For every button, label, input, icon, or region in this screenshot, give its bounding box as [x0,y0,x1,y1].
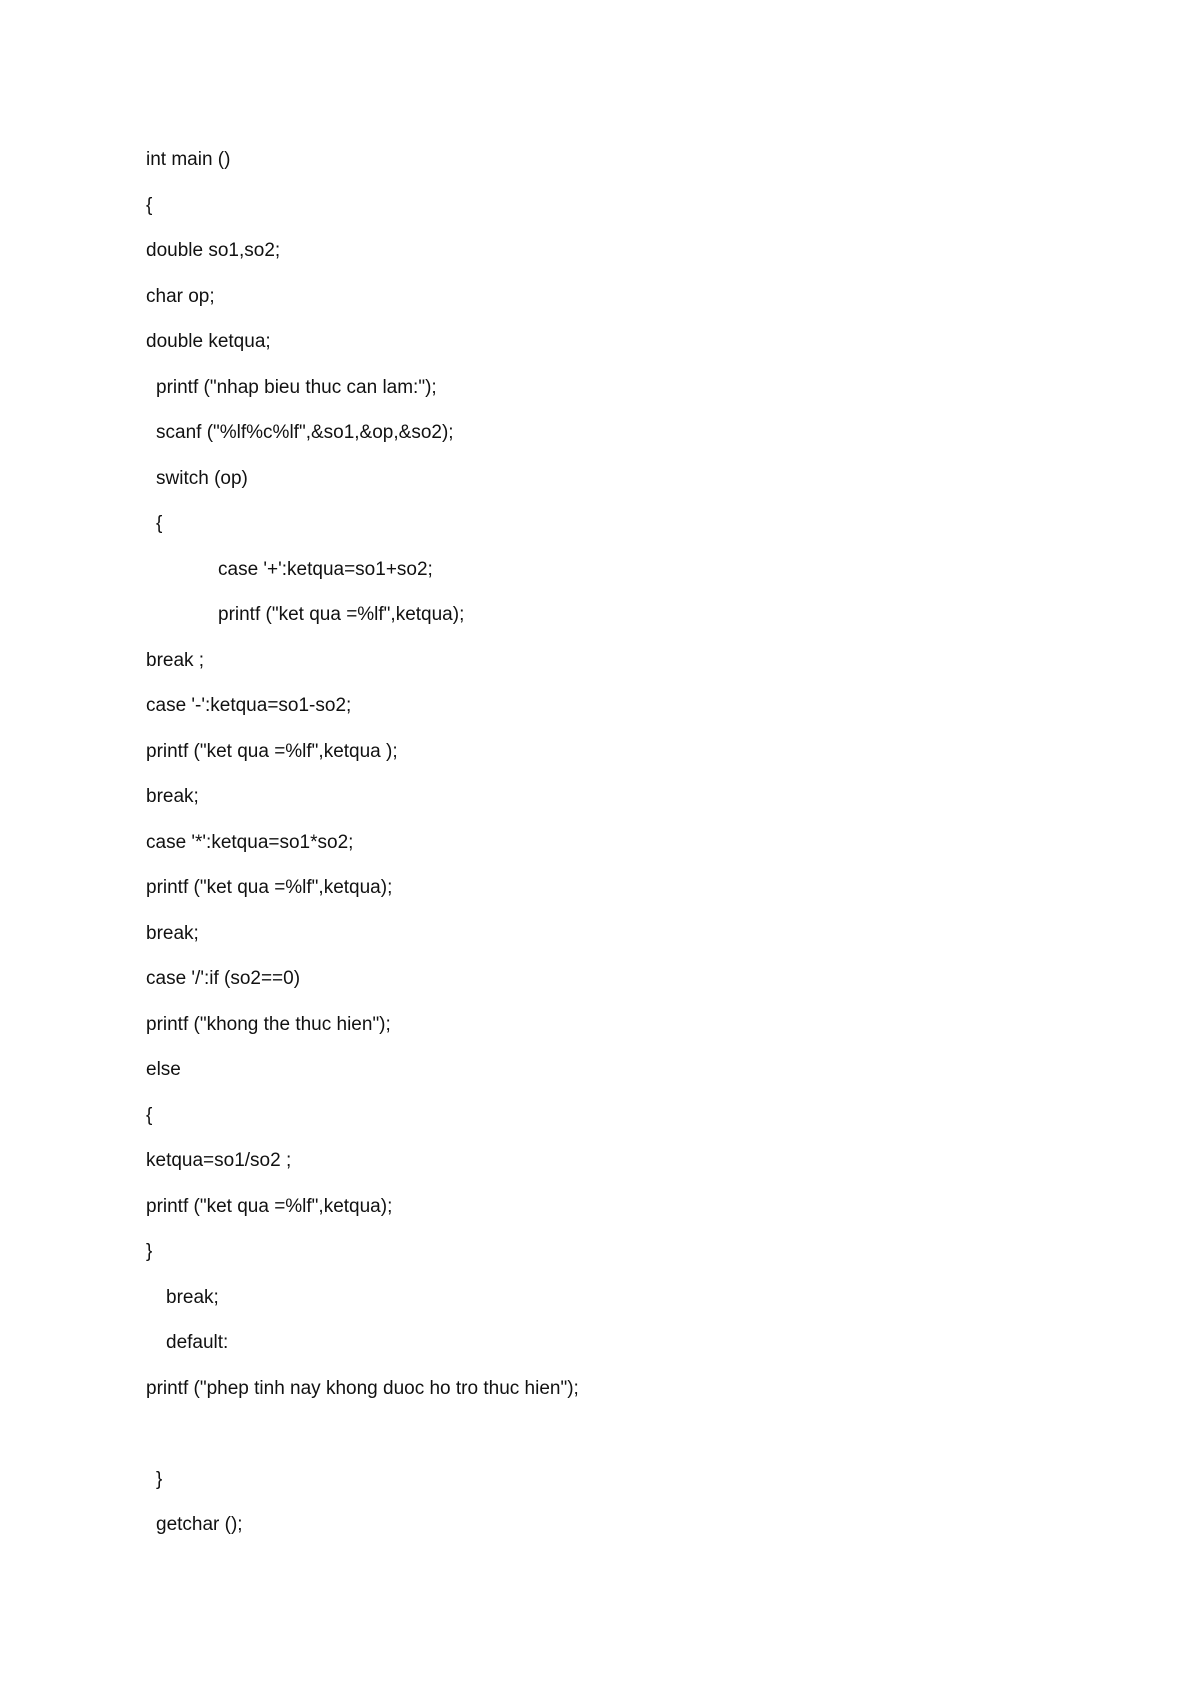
code-line-20: printf ("khong the thuc hien"); [146,1014,391,1035]
code-line-6: printf ("nhap bieu thuc can lam:"); [156,377,437,398]
code-line-7: scanf ("%lf%c%lf",&so1,&op,&so2); [156,422,454,443]
code-line-23: ketqua=so1/so2 ; [146,1150,292,1171]
code-line-26: break; [166,1287,219,1308]
code-line-19: case '/':if (so2==0) [146,968,301,989]
code-line-16: case '*':ketqua=so1*so2; [146,832,354,853]
code-line-9: { [156,513,163,534]
code-line-14: printf ("ket qua =%lf",ketqua ); [146,741,398,762]
code-line-25: } [146,1241,153,1262]
code-line-30: getchar (); [156,1514,243,1535]
code-line-4: char op; [146,286,215,307]
code-line-11: printf ("ket qua =%lf",ketqua); [218,604,465,625]
code-line-27: default: [166,1332,229,1353]
code-line-5: double ketqua; [146,331,271,352]
code-line-10: case '+':ketqua=so1+so2; [218,559,433,580]
code-line-21: else [146,1059,181,1080]
code-line-18: break; [146,923,199,944]
code-line-2: { [146,195,153,216]
code-line-8: switch (op) [156,468,248,489]
code-line-12: break ; [146,650,205,671]
code-line-1: int main () [146,149,231,170]
code-line-24: printf ("ket qua =%lf",ketqua); [146,1196,393,1217]
code-line-15: break; [146,786,199,807]
code-line-3: double so1,so2; [146,240,281,261]
code-line-28: printf ("phep tinh nay khong duoc ho tro thuc hien"); [146,1378,579,1399]
code-line-13: case '-':ketqua=so1-so2; [146,695,352,716]
code-line-29: } [156,1469,163,1490]
code-line-22: { [146,1105,153,1126]
code-line-17: printf ("ket qua =%lf",ketqua); [146,877,393,898]
